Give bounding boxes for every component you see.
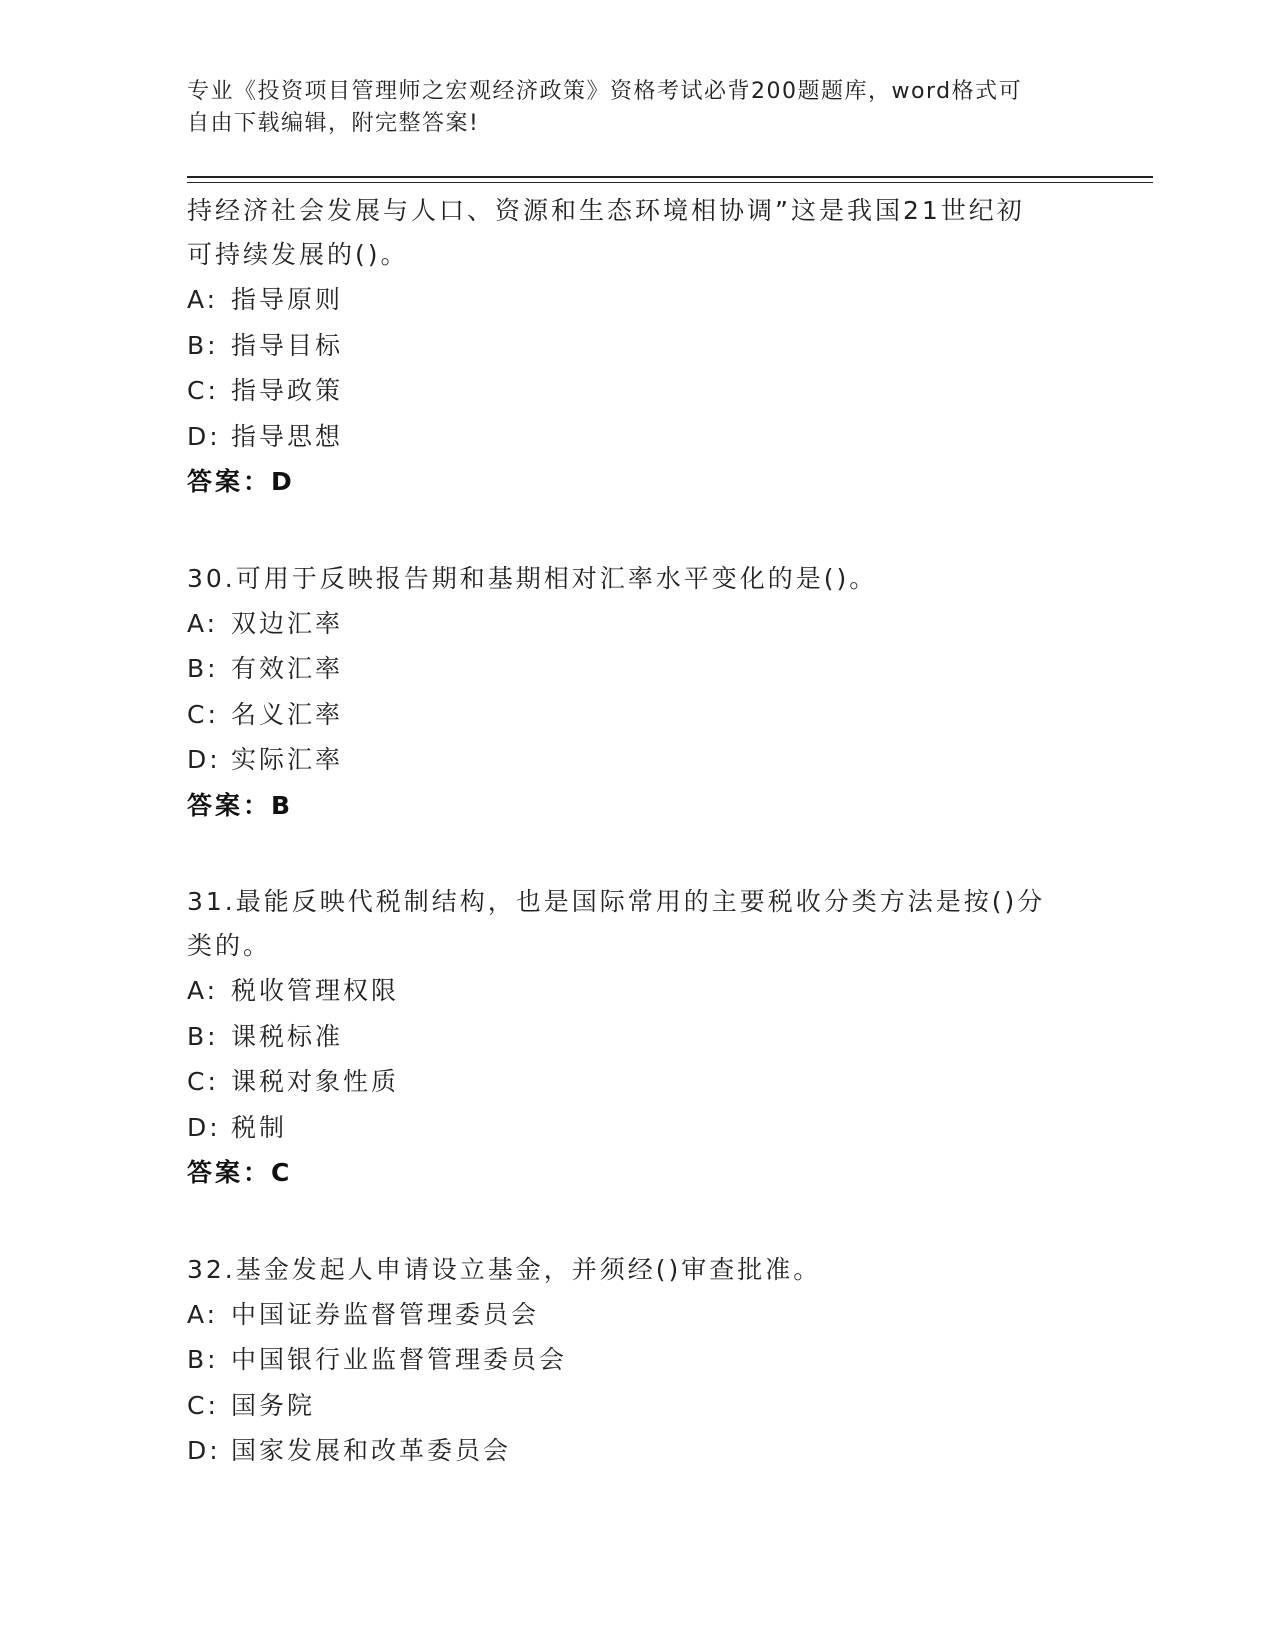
option-text: 指导思想 [231, 421, 344, 451]
header-line-1: 专业《投资项目管理师之宏观经济政策》资格考试必背200题题库，word格式可 [187, 79, 1023, 104]
option-text: 中国证券监督管理委员会 [231, 1299, 540, 1329]
option-text: 指导政策 [231, 376, 344, 405]
option-d [187, 1428, 1087, 1474]
answer: 答案：D [187, 467, 295, 496]
option-letter: C: [187, 699, 219, 729]
option-text: 双边汇率 [231, 608, 344, 638]
question-block [187, 880, 1087, 1196]
answer: 答案：B [187, 790, 294, 820]
option-letter: A: [187, 1299, 219, 1329]
option-letter: B: [187, 654, 219, 683]
question-block [187, 1248, 1087, 1474]
option-letter: C: [187, 1067, 219, 1096]
option-text: 指导目标 [231, 330, 344, 360]
question-text-line: 30.可用于反映报告期和基期相对汇率水平变化的是()。 [187, 563, 878, 593]
option-d [187, 414, 1087, 460]
option-a [187, 968, 1087, 1014]
option-letter: C: [187, 1390, 219, 1420]
option-b [187, 1014, 1087, 1060]
option-letter: D: [187, 421, 221, 451]
option-text: 国家发展和改革委员会 [231, 1436, 512, 1465]
option-a [187, 277, 1087, 323]
option-letter: B: [187, 330, 219, 360]
question-block [187, 557, 1087, 829]
option-letter: A: [187, 285, 219, 314]
option-text: 税制 [231, 1112, 288, 1142]
option-text: 有效汇率 [231, 654, 344, 683]
option-letter: A: [187, 608, 219, 638]
option-letter: D: [187, 745, 221, 774]
answer: 答案：C [187, 1158, 293, 1187]
option-text: 名义汇率 [231, 699, 344, 729]
option-b [187, 646, 1087, 692]
option-text: 实际汇率 [231, 745, 344, 774]
option-b [187, 323, 1087, 369]
option-text: 国务院 [231, 1390, 316, 1420]
option-letter: B: [187, 1021, 219, 1051]
option-letter: C: [187, 376, 219, 405]
header-line-2: 自由下载编辑，附完整答案! [187, 111, 480, 136]
question-text-line: 类的。 [187, 931, 272, 960]
option-text: 税收管理权限 [231, 976, 400, 1005]
option-c [187, 1059, 1087, 1105]
option-letter: B: [187, 1345, 219, 1374]
option-c [187, 368, 1087, 414]
option-a [187, 1292, 1087, 1338]
option-letter: D: [187, 1436, 221, 1465]
option-b [187, 1337, 1087, 1383]
option-d [187, 1105, 1087, 1151]
option-c [187, 692, 1087, 738]
question-block [187, 189, 1087, 505]
document-header [187, 76, 1067, 140]
header-divider-thin [187, 182, 1153, 183]
option-c [187, 1383, 1087, 1429]
question-text-line: 32.基金发起人申请设立基金，并须经()审查批准。 [187, 1254, 822, 1284]
option-letter: D: [187, 1112, 221, 1142]
option-d [187, 737, 1087, 783]
header-divider [187, 176, 1153, 178]
question-text-line: 可持续发展的()。 [187, 240, 409, 269]
question-text-line: 31.最能反映代税制结构，也是国际常用的主要税收分类方法是按()分 [187, 887, 1046, 916]
option-a [187, 601, 1087, 647]
option-letter: A: [187, 976, 219, 1005]
question-text-line: 持经济社会发展与人口、资源和生态环境相协调”这是我国21世纪初 [187, 196, 1025, 225]
option-text: 中国银行业监督管理委员会 [231, 1345, 568, 1374]
question-list [187, 189, 1087, 1526]
option-text: 课税标准 [231, 1021, 344, 1051]
option-text: 指导原则 [231, 285, 344, 314]
option-text: 课税对象性质 [231, 1067, 400, 1096]
